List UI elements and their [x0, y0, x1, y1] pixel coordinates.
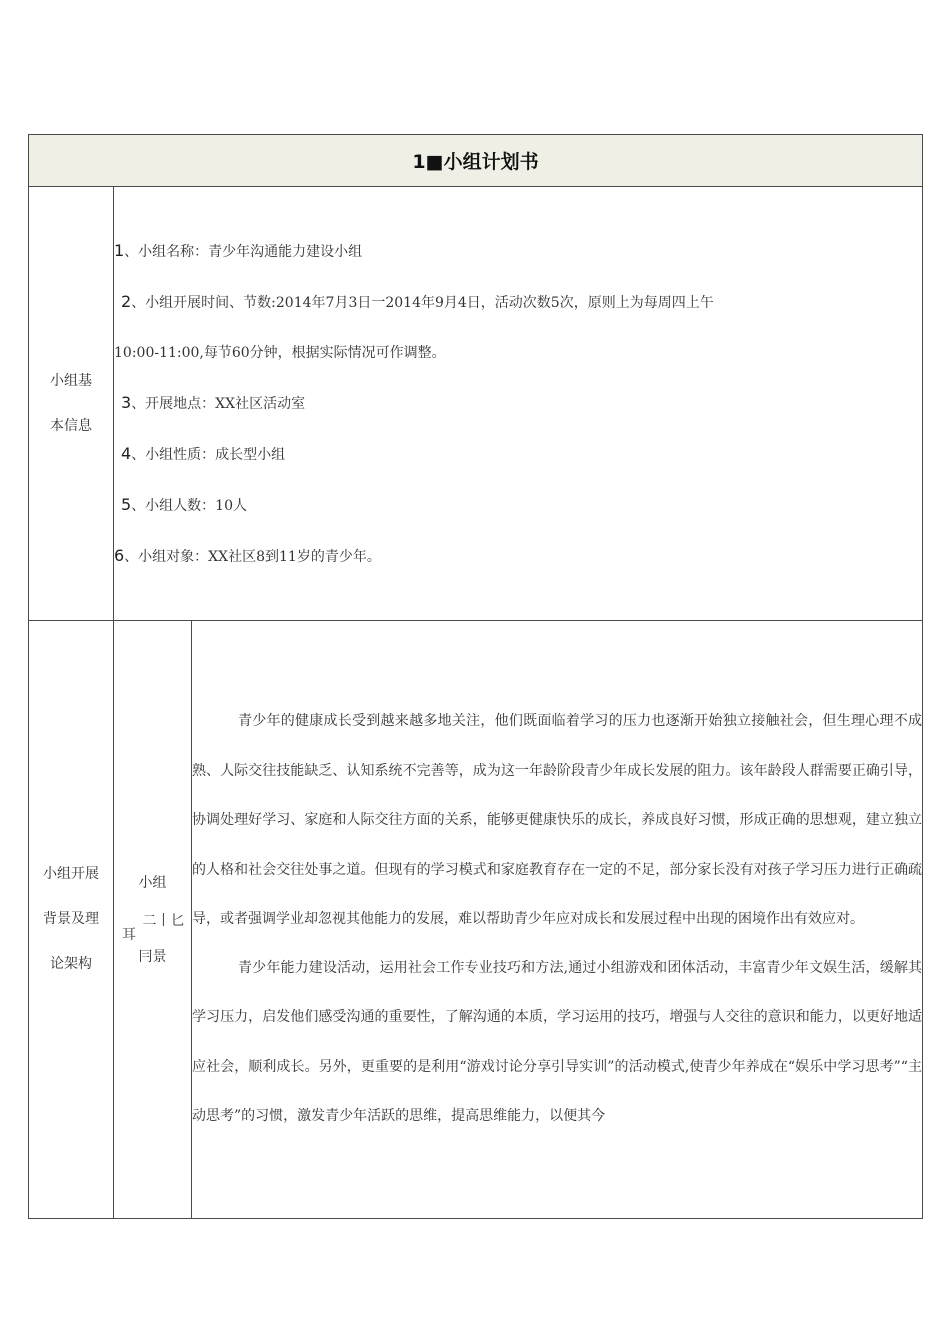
info-item: 4、小组性质：成长型小组 [121, 443, 286, 463]
info-item: 6、小组对象：XX社区8到11岁的青少年。 [114, 545, 381, 565]
info-item-continuation: 10:00-11:00,每节60分钟，根据实际情况可作调整。 [114, 344, 446, 361]
sub-label-line4: 冃景 [138, 948, 167, 965]
info-item: 1、小组名称：青少年沟通能力建设小组 [114, 240, 363, 260]
plan-table [28, 134, 923, 1219]
document-title: 1■小组计划书 [29, 135, 923, 187]
sub-label-line2: 二丨匕 [142, 912, 185, 929]
info-item: 2、小组开展时间、节数:2014年7月3日一2014年9月4日，活动次数5次，原则上为每周四上午 [121, 291, 714, 311]
sub-label-line1: 小组 [138, 874, 167, 891]
basic-info-label-line2: 本信息 [50, 417, 92, 434]
background-label-line3: 论架构 [50, 956, 92, 972]
background-label-line2: 背景及理 [43, 911, 99, 927]
background-paragraph: 青少年的健康成长受到越来越多地关注，他们既面临着学习的压力也逐渐开始独立接触社会，但生理心理不成熟、人际交往技能缺乏、认知系统不完善等，成为这一年龄阶段青少年成长发展的阻力。该年龄段人群需要正确引导，协调处理好学习、家庭和人际交往方面的关系，能够更健康快乐的成长，养成良好习惯，形成正确的思想观，建立独立的人格和社会交往处事之道。但现有的学习模式和家庭教育存在一定的不足，部分家长没有对孩子学习压力进行正确疏导，或者强调学业却忽视其他能力的发展，难以帮助青少年应对成长和发展过程中出现的困境作出有效应对。 [192, 713, 923, 928]
background-label [29, 621, 114, 1219]
background-label-line1: 小组开展 [43, 866, 99, 882]
info-item: 5、小组人数：10人 [121, 494, 248, 514]
basic-info-content [114, 187, 923, 621]
background-paragraph: 青少年能力建设活动，运用社会工作专业技巧和方法,通过小组游戏和团体活动，丰富青少年文娱生活，缓解其学习压力，启发他们感受沟通的重要性，了解沟通的本质，学习运用的技巧，增强与人交往的意识和能力，以更好地适应社会，顺利成长。另外，更重要的是利用“游戏讨论分享引导实训”的活动模式,使青少年养成在“娱乐中学习思考”“主动思考”的习惯，激发青少年活跃的思维，提高思维能力，以便其今 [192, 959, 923, 1125]
basic-info-label [29, 187, 114, 621]
background-content [192, 621, 923, 1219]
background-sub-label [114, 621, 192, 1219]
info-item: 3、开展地点：XX社区活动室 [121, 392, 306, 412]
basic-info-label-line1: 小组基 [50, 372, 92, 389]
sub-label-line3: 耳 [122, 926, 136, 943]
